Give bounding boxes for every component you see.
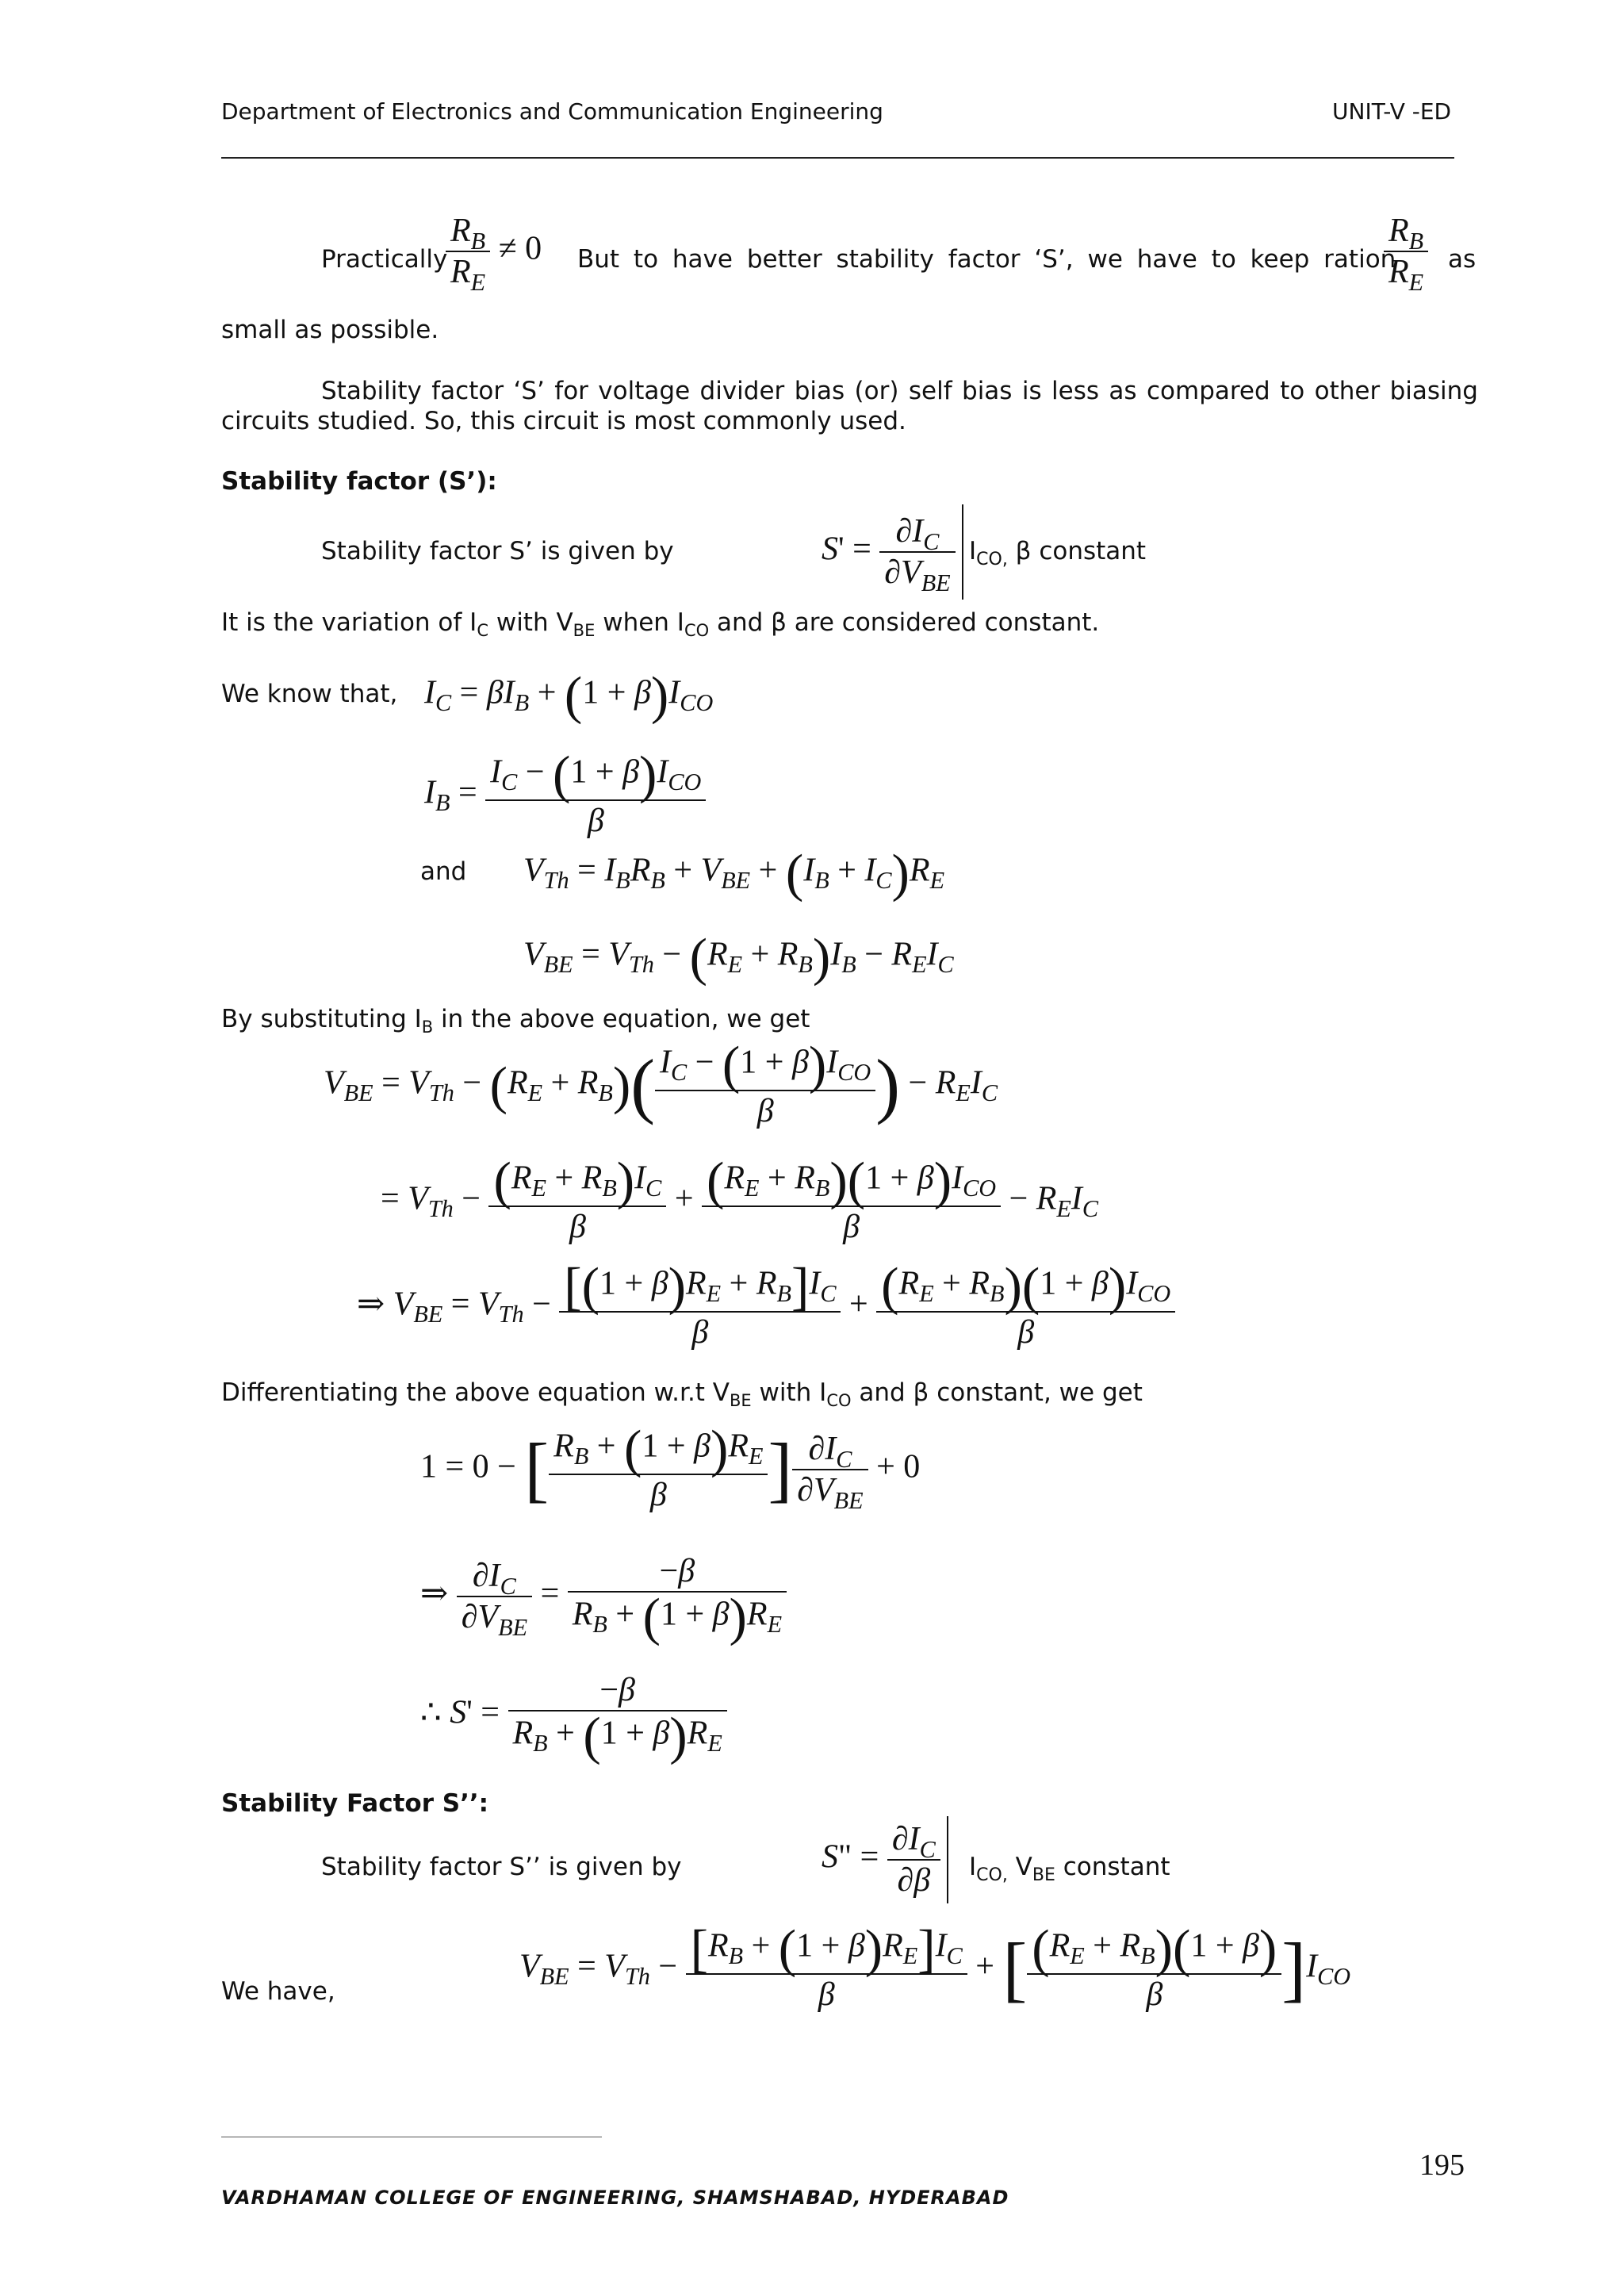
eq-s-prime-result: ∴ S' = $\frac{-\beta}{R_B + (1 + \beta)R_E}$ [420, 1673, 727, 1757]
eq-vbe: $V_{BE} = V_{Th} - (R_E + R_B)I_B - R_EI_C$ [523, 927, 954, 987]
practically-tail: But to have better stability factor ‘S’, we have to keep ration [577, 245, 1396, 274]
eq-vbe-expanded: = $V_{Th}$ − $\frac{(R_E + R_B)I_C}{\beta}$ + $\frac{(R_E + R_B)(1 + \beta)I_{CO}}{\beta}$ − $R_EI_C$ [381, 1151, 1099, 1245]
heading-stability-s-double-prime: Stability Factor S’’: [221, 1789, 489, 1818]
heading-stability-s-prime: Stability factor (S’): [221, 467, 497, 496]
we-know-that: We know that, [221, 680, 398, 708]
const-ico-vbe: $I_{CO,}$ $V_{BE}$ constant [969, 1853, 1170, 1885]
header-rule [221, 157, 1454, 159]
eq-ic: $I_C = \beta I_B + (1 + \beta)I_{CO}$ [424, 665, 714, 725]
footer-college: VARDHAMAN COLLEGE OF ENGINEERING, SHAMSHABAD, HYDERABAD [221, 2187, 1009, 2209]
header-unit: UNIT-V -ED [1332, 98, 1452, 125]
eq-vbe-collected: ⇒ $V_{BE} = V_{Th}$ − $\frac{[(1 + \beta)R_E + R_B]I_C}{\beta}$ + $\frac{(R_E + R_B)(1 + \beta)I_{CO}}{\beta}$ [357, 1265, 1175, 1349]
variation-line: It is the variation of $I_C$ with $V_{BE}$ when $I_{CO}$ and β are considered constant. [221, 608, 1100, 640]
substituting-line: By substituting $I_B$ in the above equation, we get [221, 1005, 810, 1037]
paragraph-self-bias: Stability factor ‘S’ for voltage divider bias (or) self bias is less as compared to other biasing circuits studied. So, this circuit is most commonly used. [221, 377, 1478, 435]
practically-label: Practically [321, 245, 448, 274]
header-department: Department of Electronics and Communication Engineering [221, 98, 883, 125]
eq-rb-re-ratio: $\frac{R_B}{R_E}$ [1384, 214, 1428, 289]
we-have: We have, [221, 1977, 335, 2006]
given-s-prime: Stability factor S’ is given by [321, 537, 674, 565]
given-s-double-prime: Stability factor S’’ is given by [321, 1853, 682, 1881]
const-ico-beta: $I_{CO,}$ β constant [969, 537, 1147, 569]
eq-vth: $V_{Th} = I_BR_B + V_{BE} + (I_B + I_C)R_E$ [523, 843, 945, 903]
as-label: as [1448, 245, 1477, 274]
eq-s-double-prime-def: S" = $\frac{\partial I_C}{\partial\beta}$ [822, 1816, 948, 1903]
eq-derivative: 1 = 0 − [ $\frac{R_B + (1 + \beta)R_E}{\beta}$ ] $\frac{\partial I_C}{\partial V_{BE}}$ + 0 [420, 1419, 921, 1514]
eq-vbe-substituted: $V_{BE} = V_{Th} - (R_E + R_B)$( $\frac{I_C - (1 + \beta)I_{CO}}{\beta}$ ) − $R_EI_C$ [324, 1035, 998, 1129]
small-possible: small as possible. [221, 316, 439, 344]
eq-dic-dvbe: ⇒ $\frac{\partial I_C}{\partial V_{BE}}$ = $\frac{-\beta}{R_B + (1 + \beta)R_E}$ [420, 1554, 787, 1639]
eq-s-prime-def: S' = $\frac{\partial I_C}{\partial V_{BE}}$ [822, 504, 963, 600]
eq-vbe-final: $V_{BE} = V_{Th}$ − $\frac{[R_B + (1 + \beta)R_E]I_C}{\beta}$ + [ $\frac{(R_E + R_B)(1 + \beta)}{\beta}$ ]$I_{CO}$ [519, 1918, 1351, 2013]
eq-ib: $I_B$ = $\frac{I_C - (1 + \beta)I_{CO}}{\beta}$ [424, 753, 706, 838]
and-label: and [420, 857, 467, 886]
eq-rb-re-neq-zero: $\frac{R_B}{R_E}$ ≠ 0 [446, 214, 542, 289]
differentiating-line: Differentiating the above equation w.r.t $V_{BE}$ with $I_{CO}$ and β constant, we get [221, 1378, 1143, 1410]
page-number: 195 [1419, 2148, 1465, 2182]
